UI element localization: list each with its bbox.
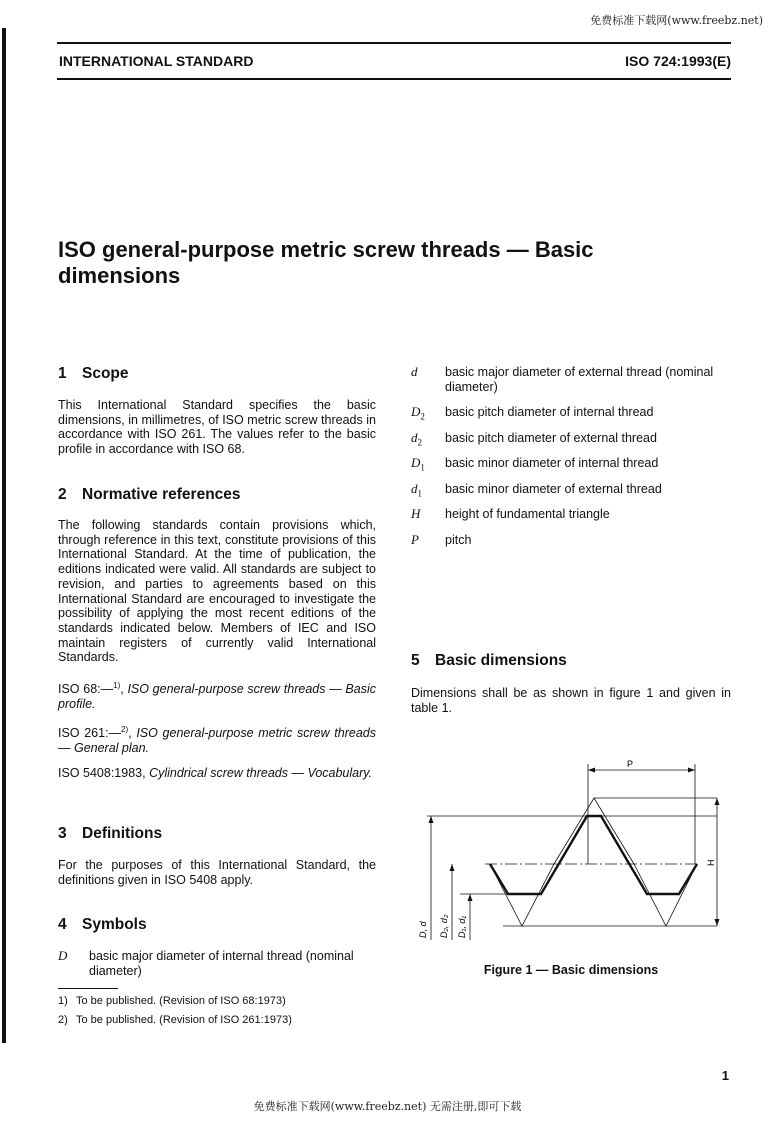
symbol-subscript: 1 bbox=[417, 488, 422, 499]
figure-caption: Figure 1 — Basic dimensions bbox=[483, 963, 659, 977]
section-4-heading bbox=[58, 916, 147, 934]
ref-title: ISO general-purpose screw threads — Basic profile. bbox=[58, 682, 376, 711]
symbol-row bbox=[411, 365, 731, 395]
basic-dimensions-paragraph: Dimensions shall be as shown in figure 1 and given in table 1. bbox=[411, 686, 731, 715]
reference-iso5408 bbox=[58, 766, 376, 781]
symbol-main: d bbox=[411, 430, 418, 445]
symbol-description: height of fundamental triangle bbox=[445, 507, 610, 521]
section-number: 1 bbox=[58, 365, 67, 382]
header-doc-type: INTERNATIONAL STANDARD bbox=[59, 53, 254, 69]
ref-sep: , bbox=[120, 682, 128, 697]
height-arrow-bottom bbox=[715, 919, 720, 926]
ref-code: ISO 5408:1983 bbox=[58, 766, 143, 780]
section-title: Normative references bbox=[82, 486, 241, 503]
ref-code: ISO 68:— bbox=[58, 682, 114, 697]
symbol-row bbox=[411, 533, 731, 563]
symbol-letter bbox=[411, 507, 420, 522]
watermark-top: 免费标准下载网(www.freebz.net) bbox=[590, 14, 763, 27]
D-arrow bbox=[429, 816, 434, 823]
height-arrow-top bbox=[715, 798, 720, 805]
normative-paragraph: The following standards contain provisions which, through reference in this text, constitute provisions of this International Standard. At the time of publication, the editions indicated were valid. All standards are subject to revision, and parties to agreements based on this International Standard are encouraged to investigate the possibility of applying the most recent editions of the standards indicated below. Members of IEC and ISO maintain registers of currently valid International Standards. bbox=[58, 518, 376, 665]
symbol-description: basic pitch diameter of external thread bbox=[445, 431, 657, 445]
basic-profile bbox=[490, 816, 697, 894]
symbol-letter bbox=[411, 365, 418, 380]
symbol-description: basic minor diameter of internal thread bbox=[445, 456, 659, 470]
symbol-main: P bbox=[411, 532, 419, 547]
footnote-number: 1) bbox=[58, 995, 68, 1007]
footnote-2 bbox=[58, 1014, 292, 1026]
figure-1-thread-profile bbox=[405, 752, 735, 952]
section-5-heading bbox=[411, 652, 567, 670]
ref-sep: , bbox=[128, 726, 137, 741]
ref-title: Cylindrical screw threads — Vocabulary. bbox=[149, 766, 373, 780]
symbol-description: pitch bbox=[445, 533, 472, 547]
symbol-main: d bbox=[411, 364, 418, 379]
symbol-main: d bbox=[411, 481, 418, 496]
symbol-letter bbox=[411, 456, 425, 475]
reference-iso68 bbox=[58, 679, 376, 712]
footnote-rule bbox=[58, 988, 118, 989]
label-D2-d2: D₂, d₂ bbox=[439, 914, 449, 938]
symbol-letter bbox=[411, 533, 419, 548]
page-title: ISO general-purpose metric screw threads — Basic dimensions bbox=[58, 237, 594, 288]
pitch-arrow-left bbox=[588, 768, 595, 773]
header-doc-id: ISO 724:1993(E) bbox=[625, 53, 731, 69]
ref-code: ISO 261:— bbox=[58, 726, 122, 741]
symbol-subscript: 2 bbox=[420, 411, 425, 422]
definitions-paragraph: For the purposes of this International Standard, the definitions given in ISO 5408 apply. bbox=[58, 858, 376, 887]
symbol-letter bbox=[411, 405, 425, 424]
watermark-bottom: 免费标准下载网(www.freebz.net) 无需注册,即可下载 bbox=[253, 1100, 522, 1113]
symbol-main: H bbox=[411, 506, 421, 521]
section-title: Scope bbox=[82, 365, 129, 382]
D2-arrow bbox=[450, 864, 455, 871]
section-title: Basic dimensions bbox=[435, 652, 567, 669]
section-title: Symbols bbox=[82, 916, 147, 933]
footnote-text: To be published. (Revision of ISO 261:1973) bbox=[76, 1014, 292, 1026]
scope-paragraph: This International Standard specifies the basic dimensions, in millimetres, of ISO metric screw threads in accordance with ISO 261. The values refer to the basic profile in accordance with ISO 68. bbox=[58, 398, 376, 457]
ref-sep: , bbox=[142, 766, 150, 780]
D1-arrow bbox=[468, 894, 473, 901]
scan-edge-bar bbox=[2, 28, 6, 1043]
section-number: 3 bbox=[58, 825, 67, 842]
footnote-text: To be published. (Revision of ISO 68:1973) bbox=[76, 995, 286, 1007]
header-rule-top bbox=[57, 42, 731, 44]
label-H: H bbox=[706, 859, 716, 866]
section-3-heading bbox=[58, 825, 162, 843]
label-D-d: D, d bbox=[418, 921, 428, 938]
symbol-description: basic minor diameter of external thread bbox=[445, 482, 662, 496]
symbol-subscript: 2 bbox=[417, 437, 422, 448]
section-title: Definitions bbox=[82, 825, 163, 842]
symbol-main: D bbox=[411, 404, 421, 419]
footnote-number: 2) bbox=[58, 1014, 68, 1026]
section-number: 4 bbox=[58, 916, 67, 933]
pitch-arrow-right bbox=[688, 768, 695, 773]
reference-iso261 bbox=[58, 723, 376, 756]
symbol-row bbox=[58, 949, 376, 979]
symbol-main: D bbox=[411, 455, 421, 470]
section-2-heading bbox=[58, 486, 241, 504]
symbol-letter bbox=[58, 949, 67, 964]
symbol-description: basic pitch diameter of internal thread bbox=[445, 405, 654, 419]
header-rule-bottom bbox=[57, 78, 731, 80]
symbol-description: basic major diameter of internal thread (nominal diameter) bbox=[89, 949, 354, 978]
symbol-letter bbox=[411, 482, 422, 501]
ref-footnote-mark: 2) bbox=[121, 725, 129, 734]
ref-title: ISO general-purpose metric screw threads — General plan. bbox=[58, 726, 376, 755]
section-1-heading bbox=[58, 365, 129, 383]
section-number: 2 bbox=[58, 486, 67, 503]
footnote-1 bbox=[58, 995, 286, 1007]
page-number: 1 bbox=[721, 1068, 729, 1083]
fundamental-triangle bbox=[490, 798, 697, 926]
symbol-main: D bbox=[58, 948, 68, 963]
label-P: P bbox=[627, 759, 634, 769]
ref-footnote-mark: 1) bbox=[113, 681, 121, 690]
symbol-letter bbox=[411, 431, 422, 450]
symbol-subscript: 1 bbox=[420, 462, 425, 473]
section-number: 5 bbox=[411, 652, 420, 669]
symbol-description: basic major diameter of external thread (nominal diameter) bbox=[445, 365, 714, 394]
label-D1-d1: D₁, d₁ bbox=[457, 915, 467, 938]
